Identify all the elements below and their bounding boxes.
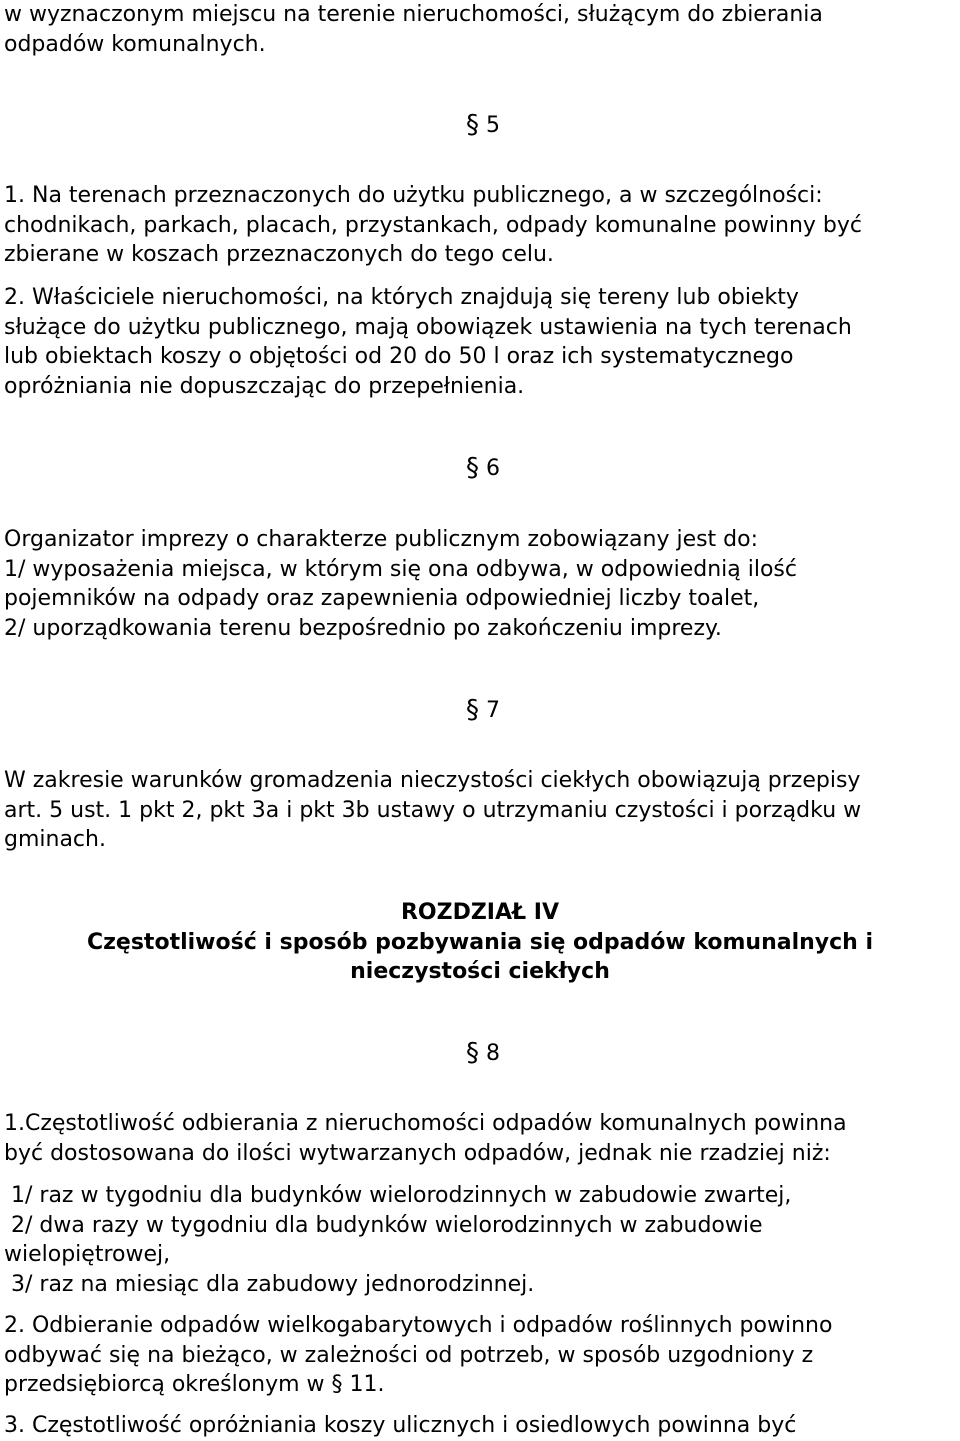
section-number: 7 — [486, 698, 500, 723]
text-line: 3. Częstotliwość opróżniania koszy ulicznych i osiedlowych powinna być — [4, 1413, 797, 1438]
par6-paragraph — [4, 525, 956, 643]
par8-point-1 — [4, 1109, 956, 1168]
chapter-heading — [0, 898, 960, 987]
text-line: Organizator imprezy o charakterze publicznym zobowiązany jest do: — [4, 527, 759, 552]
section-number: 6 — [486, 456, 500, 481]
text-line: 1. Na terenach przeznaczonych do użytku publicznego, a w szczególności: — [4, 183, 823, 208]
list-item: 2/ dwa razy w tygodniu dla budynków wielorodzinnych w zabudowie — [11, 1212, 763, 1238]
text-line: gminach. — [4, 827, 106, 852]
section-heading-7 — [466, 696, 500, 726]
par8-point-2 — [4, 1311, 956, 1400]
text-line: służące do użytku publicznego, mają obowiązek ustawienia na tych terenach — [4, 314, 852, 340]
text-line: 1.Częstotliwość odbierania z nieruchomości odpadów komunalnych powinna — [4, 1111, 847, 1136]
section-symbol: § — [466, 695, 479, 725]
text-line: 1/ wyposażenia miejsca, w którym się ona odbywa, w odpowiednią ilość — [4, 556, 797, 582]
text-line: chodnikach, parkach, placach, przystankach, odpady komunalne powinny być — [4, 212, 862, 238]
list-item: 1/ raz w tygodniu dla budynków wielorodzinnych w zabudowie zwartej, — [11, 1183, 792, 1208]
par5-point-1 — [4, 181, 956, 270]
section-symbol: § — [466, 453, 479, 483]
text-line: odpadów komunalnych. — [4, 31, 266, 57]
par7-paragraph — [4, 766, 956, 855]
text-line: opróżniania nie dopuszczając do przepełnienia. — [4, 373, 525, 399]
text-line: odbywać się na bieżąco, w zależności od potrzeb, w sposób uzgodniony z — [4, 1342, 814, 1368]
par8-point-3 — [4, 1411, 956, 1441]
text-line: lub obiektach koszy o objętości od 20 do 50 l oraz ich systematycznego — [4, 344, 794, 369]
text-line: w wyznaczonym miejscu na terenie nieruchomości, służącym do zbierania — [4, 2, 823, 27]
chapter-title: ROZDZIAŁ IV — [400, 900, 560, 925]
section-number: 5 — [486, 113, 500, 138]
intro-paragraph — [4, 0, 956, 59]
text-line: przedsiębiorcą określonym w § 11. — [4, 1372, 385, 1397]
section-symbol: § — [466, 1038, 479, 1068]
section-symbol: § — [466, 110, 479, 140]
list-item: 3/ raz na miesiąc dla zabudowy jednorodzinnej. — [11, 1271, 535, 1297]
text-line: pojemników na odpady oraz zapewnienia odpowiedniej liczby toalet, — [4, 586, 760, 611]
text-line: 2. Właściciele nieruchomości, na których znajdują się tereny lub obiekty — [4, 285, 799, 310]
list-item-continuation: wielopiętrowej, — [4, 1242, 171, 1267]
chapter-subtitle-line: nieczystości ciekłych — [350, 959, 610, 984]
section-heading-8 — [466, 1039, 500, 1069]
text-line: być dostosowana do ilości wytwarzanych odpadów, jednak nie rzadziej niż: — [4, 1140, 831, 1166]
text-line: art. 5 ust. 1 pkt 2, pkt 3a i pkt 3b ustawy o utrzymaniu czystości i porządku w — [4, 797, 862, 823]
text-line: W zakresie warunków gromadzenia nieczystości ciekłych obowiązują przepisy — [4, 768, 861, 793]
chapter-subtitle-line: Częstotliwość i sposób pozbywania się odpadów komunalnych i — [86, 929, 874, 955]
par5-point-2 — [4, 283, 956, 401]
par8-frequency-list — [4, 1181, 956, 1299]
text-line: zbierane w koszach przeznaczonych do tego celu. — [4, 242, 554, 267]
section-heading-6 — [466, 454, 500, 484]
text-line: 2/ uporządkowania terenu bezpośrednio po zakończeniu imprezy. — [4, 615, 722, 641]
section-number: 8 — [486, 1041, 500, 1066]
text-line: 2. Odbieranie odpadów wielkogabarytowych i odpadów roślinnych powinno — [4, 1313, 833, 1338]
section-heading-5 — [466, 111, 500, 141]
